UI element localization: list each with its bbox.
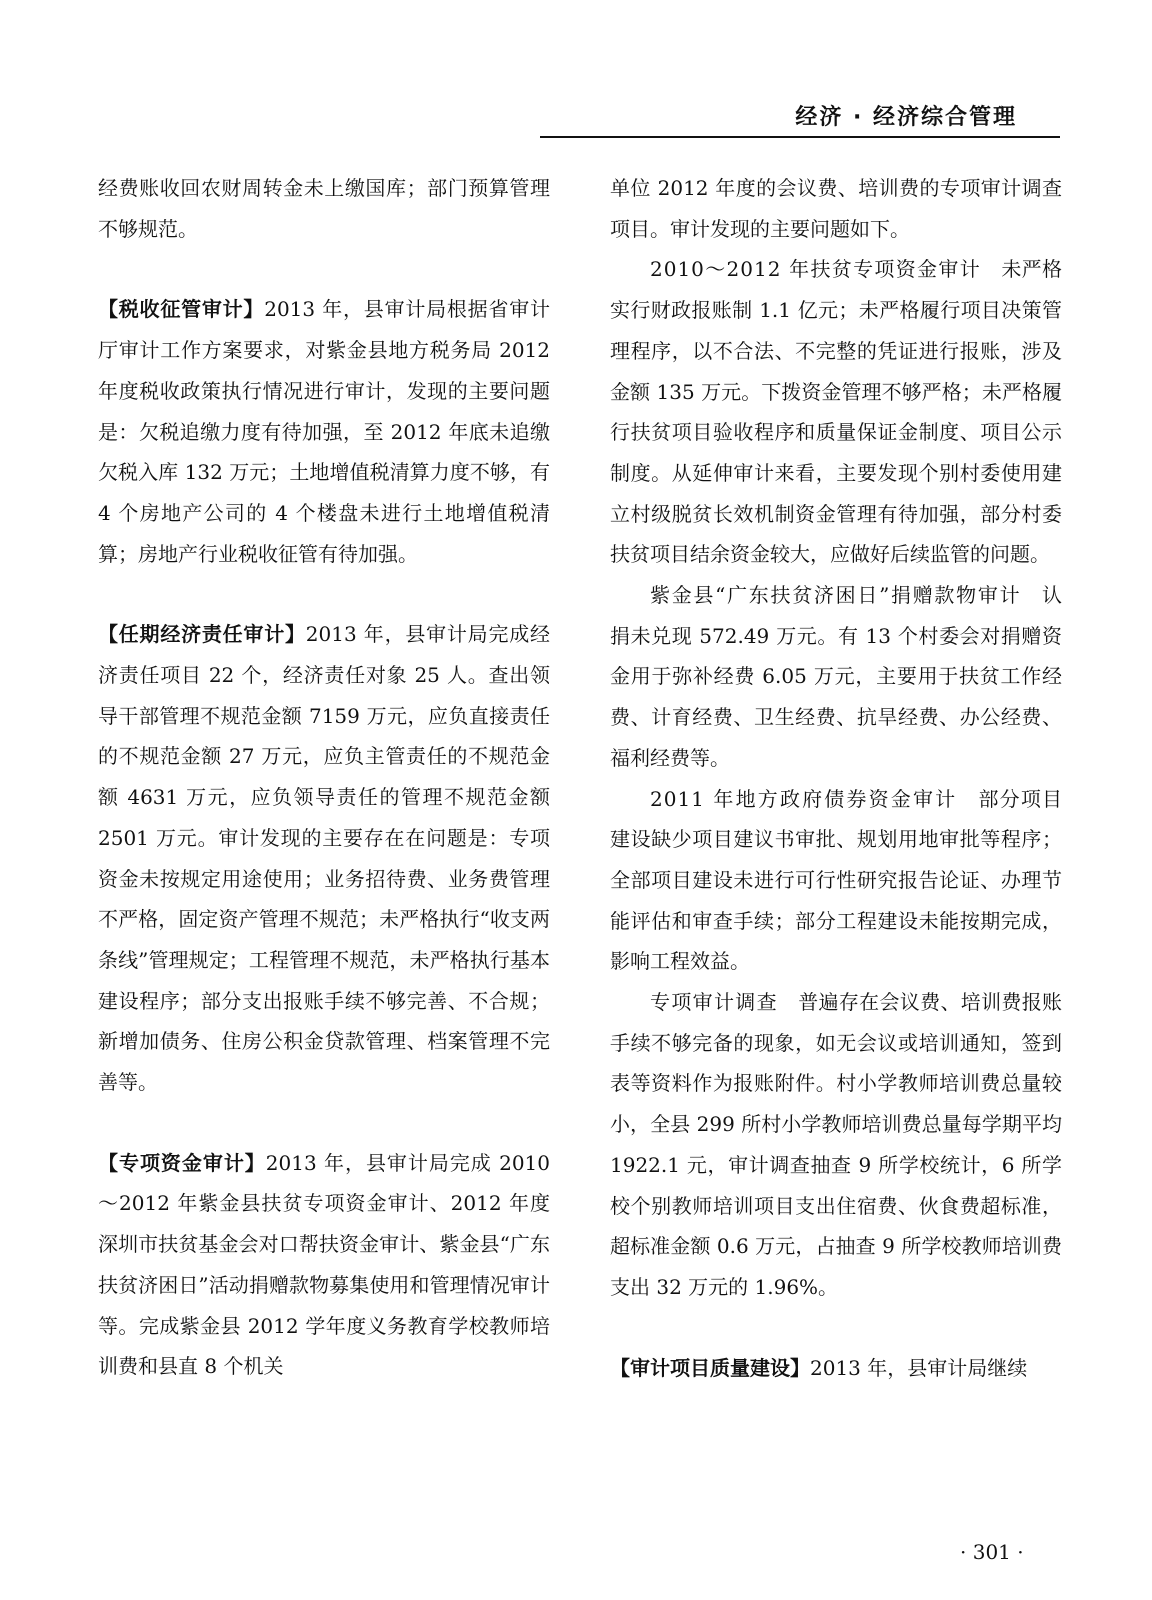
left-column [98, 168, 550, 1387]
right-continuation-paragraph: 单位 2012 年度的会议费、培训费的专项审计调查项目。审计发现的主要问题如下。 [610, 176, 1062, 241]
donation-audit-title: 紫金县“广东扶贫济困日”捐赠款物审计 [650, 583, 1022, 608]
special-fund-heading: 【专项资金审计】 [98, 1150, 266, 1175]
special-investigation-title: 专项审计调查 [650, 990, 778, 1015]
quality-body: 2013 年，县审计局继续 [810, 1355, 1028, 1380]
bond-audit-paragraph [610, 779, 1062, 983]
bond-audit-body: 部分项目建设缺少项目建议书审批、规划用地审批等程序；全部项目建设未进行可行性研究报告论证、办理节能评估和审查手续；部分工程建设未能按期完成，影响工程效益。 [610, 786, 1062, 974]
section-spacer [98, 574, 550, 614]
special-fund-body: 2013 年，县审计局完成 2010～2012 年紫金县扶贫专项资金审计、2012 年度深圳市扶贫基金会对口帮扶资金审计、紫金县“广东扶贫济困日”活动捐赠款物募集使用和管理情况审计等。完成紫金县 2012 学年度义务教育学校教师培训费和县直 8 个机关 [98, 1150, 551, 1379]
term-responsibility-body: 2013 年，县审计局完成经济责任项目 22 个，经济责任对象 25 人。查出领导干部管理不规范金额 7159 万元，应负直接责任的不规范金额 27 万元，应负主管责任的不规范金额 4631 万元，应负领导责任的管理不规范金额 2501 万元。审计发现的主要存在在问题是：专项资金未按规定用途使用；业务招待费、业务费管理不严格，固定资产管理不规范；未严格执行“收支两条线”管理规定；工程管理不规范，未严格执行基本建设程序；部分支出报账手续不够完善、不合规；新增加债务、住房公积金贷款管理、档案管理不完善等。 [98, 622, 551, 1095]
tax-audit-section [98, 289, 550, 574]
special-investigation-body: 普遍存在会议费、培训费报账手续不够完备的现象，如无会议或培训通知，签到表等资料作为报账附件。村小学教师培训费总量较小，全县 299 所村小学教师培训费总量每学期平均 1922.1 元，审计调查抽查 9 所学校统计，6 所学校个别教师培训项目支出住宿费、伙食费超标准，超标准金额 0.6 万元，占抽查 9 所学校教师培训费支出 32 万元的 1.96%。 [610, 990, 1063, 1299]
page-number: · 301 · [960, 1540, 1024, 1564]
poverty-fund-title: 2010～2012 年扶贫专项资金审计 [650, 257, 982, 282]
quality-heading: 【审计项目质量建设】 [610, 1355, 810, 1380]
left-continuation-paragraph: 经费账收回农财周转金未上缴国库；部门预算管理不够规范。 [98, 176, 550, 241]
section-spacer [98, 1103, 550, 1143]
special-investigation-paragraph [610, 982, 1062, 1308]
section-spacer [610, 1308, 1062, 1348]
term-responsibility-heading: 【任期经济责任审计】 [98, 622, 306, 647]
bond-audit-title: 2011 年地方政府债券资金审计 [650, 786, 958, 811]
tax-audit-body: 2013 年，县审计局根据省审计厅审计工作方案要求，对紫金县地方税务局 2012 年度税收政策执行情况进行审计，发现的主要问题是：欠税追缴力度有待加强，至 2012 年底未追缴欠税入库 132 万元；土地增值税清算力度不够，有 4 个房地产公司的 4 个楼盘未进行土地增值税清算；房地产行业税收征管有待加强。 [98, 297, 551, 566]
running-head: 经济 · 经济综合管理 [795, 105, 1017, 130]
tax-audit-heading: 【税收征管审计】 [98, 297, 265, 322]
donation-audit-paragraph [610, 575, 1062, 779]
header-rule [540, 136, 1060, 138]
poverty-fund-body: 未严格实行财政报账制 1.1 亿元；未严格履行项目决策管理程序，以不合法、不完整的凭证进行报账，涉及金额 135 万元。下拨资金管理不够严格；未严格履行扶贫项目验收程序和质量保证金制度、项目公示制度。从延伸审计来看，主要发现个别村委使用建立村级脱贫长效机制资金管理有待加强，部分村委扶贫项目结余资金较大，应做好后续监管的问题。 [610, 257, 1063, 567]
right-column [610, 168, 1062, 1388]
term-responsibility-section [98, 614, 550, 1102]
section-spacer [98, 249, 550, 289]
poverty-fund-paragraph [610, 249, 1062, 575]
special-fund-section [98, 1143, 550, 1387]
donation-audit-body: 认捐未兑现 572.49 万元。有 13 个村委会对捐赠资金用于弥补经费 6.05 万元，主要用于扶贫工作经费、计育经费、卫生经费、抗旱经费、办公经费、福利经费等。 [610, 583, 1063, 770]
quality-section [610, 1348, 1062, 1389]
